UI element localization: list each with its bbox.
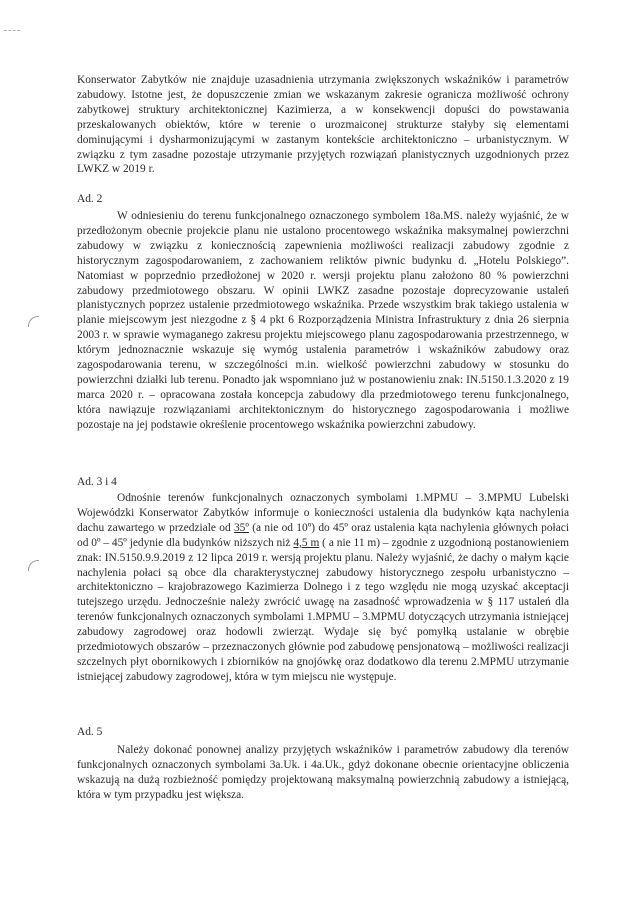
ad34-heading: Ad. 3 i 4 xyxy=(77,476,117,488)
ad34-underlined-angle: 35º xyxy=(233,521,249,534)
ad34-underlined-height: 4,5 m xyxy=(293,536,320,549)
ad5-paragraph-block xyxy=(77,743,569,803)
intro-paragraph: Konserwator Zabytków nie znajduje uzasadnienia utrzymania zwiększonych wskaźników i parametrów zabudowy. Istotne jest, że dopuszczenie zmian we wskazanym zakresie ogranicza możliwość ochrony zabytkowej struktury architektonicznej Kazimierza, a w konsekwencji dopuści do powstawania przeskalowanych obiektów, które w terenie o urozmaiconej strukturze stałyby się elementami dominującymi i dysharmonizującymi w zastanym kontekście architektoniczno – urbanistycznym. W związku z tym zasadne pozostaje utrzymanie przyjętych rozwiązań planistycznych uzgodnionych przez LWKZ w 2019 r. xyxy=(77,74,569,176)
ad5-paragraph: Należy dokonać ponownej analizy przyjętych wskaźników i parametrów zabudowy dla terenów funkcjonalnych oznaczonych symbolami 3a.Uk. i 4a.Uk., gdyż dokonane obecnie orientacyjne obliczenia wskazują na dużą rozbieżność pomiędzy projektowaną maksymalną powierzchnią zabudowy a istniejącą, która w tym przypadku jest większa. xyxy=(77,744,569,801)
ad34-paragraph xyxy=(77,491,569,685)
ad2-paragraph: W odniesieniu do terenu funkcjonalnego oznaczonego symbolem 18a.MS. należy wyjaśnić, że w przedłożonym obecnie projekcie planu nie ustalono procentowego wskaźnika maksymalnej powierzchni zabudowy w związku z koniecznością zapewnienia możliwości realizacji zabudowy zgodnie z historycznym zagospodarowaniem, z zachowaniem reliktów piwnic budynku d. „Hotelu Polskiego”. Natomiast w poprzednio przedłożonej w 2020 r. wersji projektu planu założono 80 % powierzchni zabudowy przedmiotowego obszaru. W opinii LWKZ zasadne pozostaje doprecyzowanie ustaleń planistycznych poprzez ustalenie przedmiotowego wskaźnika. Przede wszystkim brak takiego ustalenia w planie miejscowym jest niezgodne z § 4 pkt 6 Rozporządzenia Ministra Infrastruktury z dnia 26 sierpnia 2003 r. w sprawie wymaganego zakresu projektu miejscowego planu zagospodarowania przestrzennego, w którym jednoznacznie wskazuje się wymóg ustalenia parametrów i wskaźników zabudowy oraz zagospodarowania terenu, w szczególności m.in. wielkość powierzchni zabudowy w stosunku do powierzchni działki lub terenu. Ponadto jak wspomniano już w postanowieniu znak: IN.5150.1.3.2020 z 19 marca 2020 r. – opracowana została koncepcja zabudowy dla przedmiotowego terenu funkcjonalnego, która nawiązuje rozwiązaniami architektonicznym do historycznego zagospodarowania i możliwe pozostaje na jej podstawie określenie procentowego wskaźnika powierzchni zabudowy. xyxy=(77,210,569,431)
ad2-paragraph-block xyxy=(77,209,569,433)
ad5-heading: Ad. 5 xyxy=(77,726,103,738)
intro-paragraph-block xyxy=(77,73,569,177)
ad34-paragraph-block xyxy=(77,491,569,685)
punch-hole-mark-bottom xyxy=(28,560,39,571)
ad34-text-part-c: ( a nie 11 m) – zgodnie z uzgodnioną postanowieniem znak: IN.5150.9.9.2019 z 12 lipca 2019 r. wersją projektu planu. Należy wyjaśnić, że dachy o małym kącie nachylenia połaci są obce dla charakterystycznej zabudowy historycznego zespołu urbanistyczno – architektoniczno – krajobrazowego Kazimierza Dolnego i z tego względu nie mogą uzyskać akceptacji tutejszego urzędu. Jednocześnie należy zwrócić uwagę na zasadność wprowadzenia w § 117 ustaleń dla terenów funkcjonalnych oznaczonych symbolami 1.MPMU – 3.MPMU dotyczących utrzymania istniejącej zabudowy zagrodowej oraz hodowli zwierząt. Wydaje się być pomyłką ustalanie w obrębie przedmiotowych obszarów – przeznaczonych głównie pod zabudowę pensjonatową – możliwości realizacji szczelnych płyt obornikowych i zbiorników na gnojówkę oraz dodatkowo dla terenu 2.MPMU utrzymanie istniejącej zabudowy zagrodowej, która w tym miejscu nie występuje. xyxy=(77,536,569,683)
scan-corner-mark xyxy=(4,30,20,32)
ad2-heading: Ad. 2 xyxy=(77,193,103,205)
ad34-text-part-a: Odnośnie terenów funkcjonalnych oznaczonych symbolami 1.MPMU – 3.MPMU Lubelski Wojewódzki Konserwator Zabytków informuje o konieczności ustalenia dla budynków kąta nachylenia dachu zawartego w przedziale od xyxy=(77,492,569,534)
ad34-text-part-b: (a nie od 10º) do 45º oraz ustalenia kąta nachylenia głównych połaci od 0º – 45º jedynie dla budynków niższych niż xyxy=(77,521,569,549)
punch-hole-mark-top xyxy=(28,316,39,327)
